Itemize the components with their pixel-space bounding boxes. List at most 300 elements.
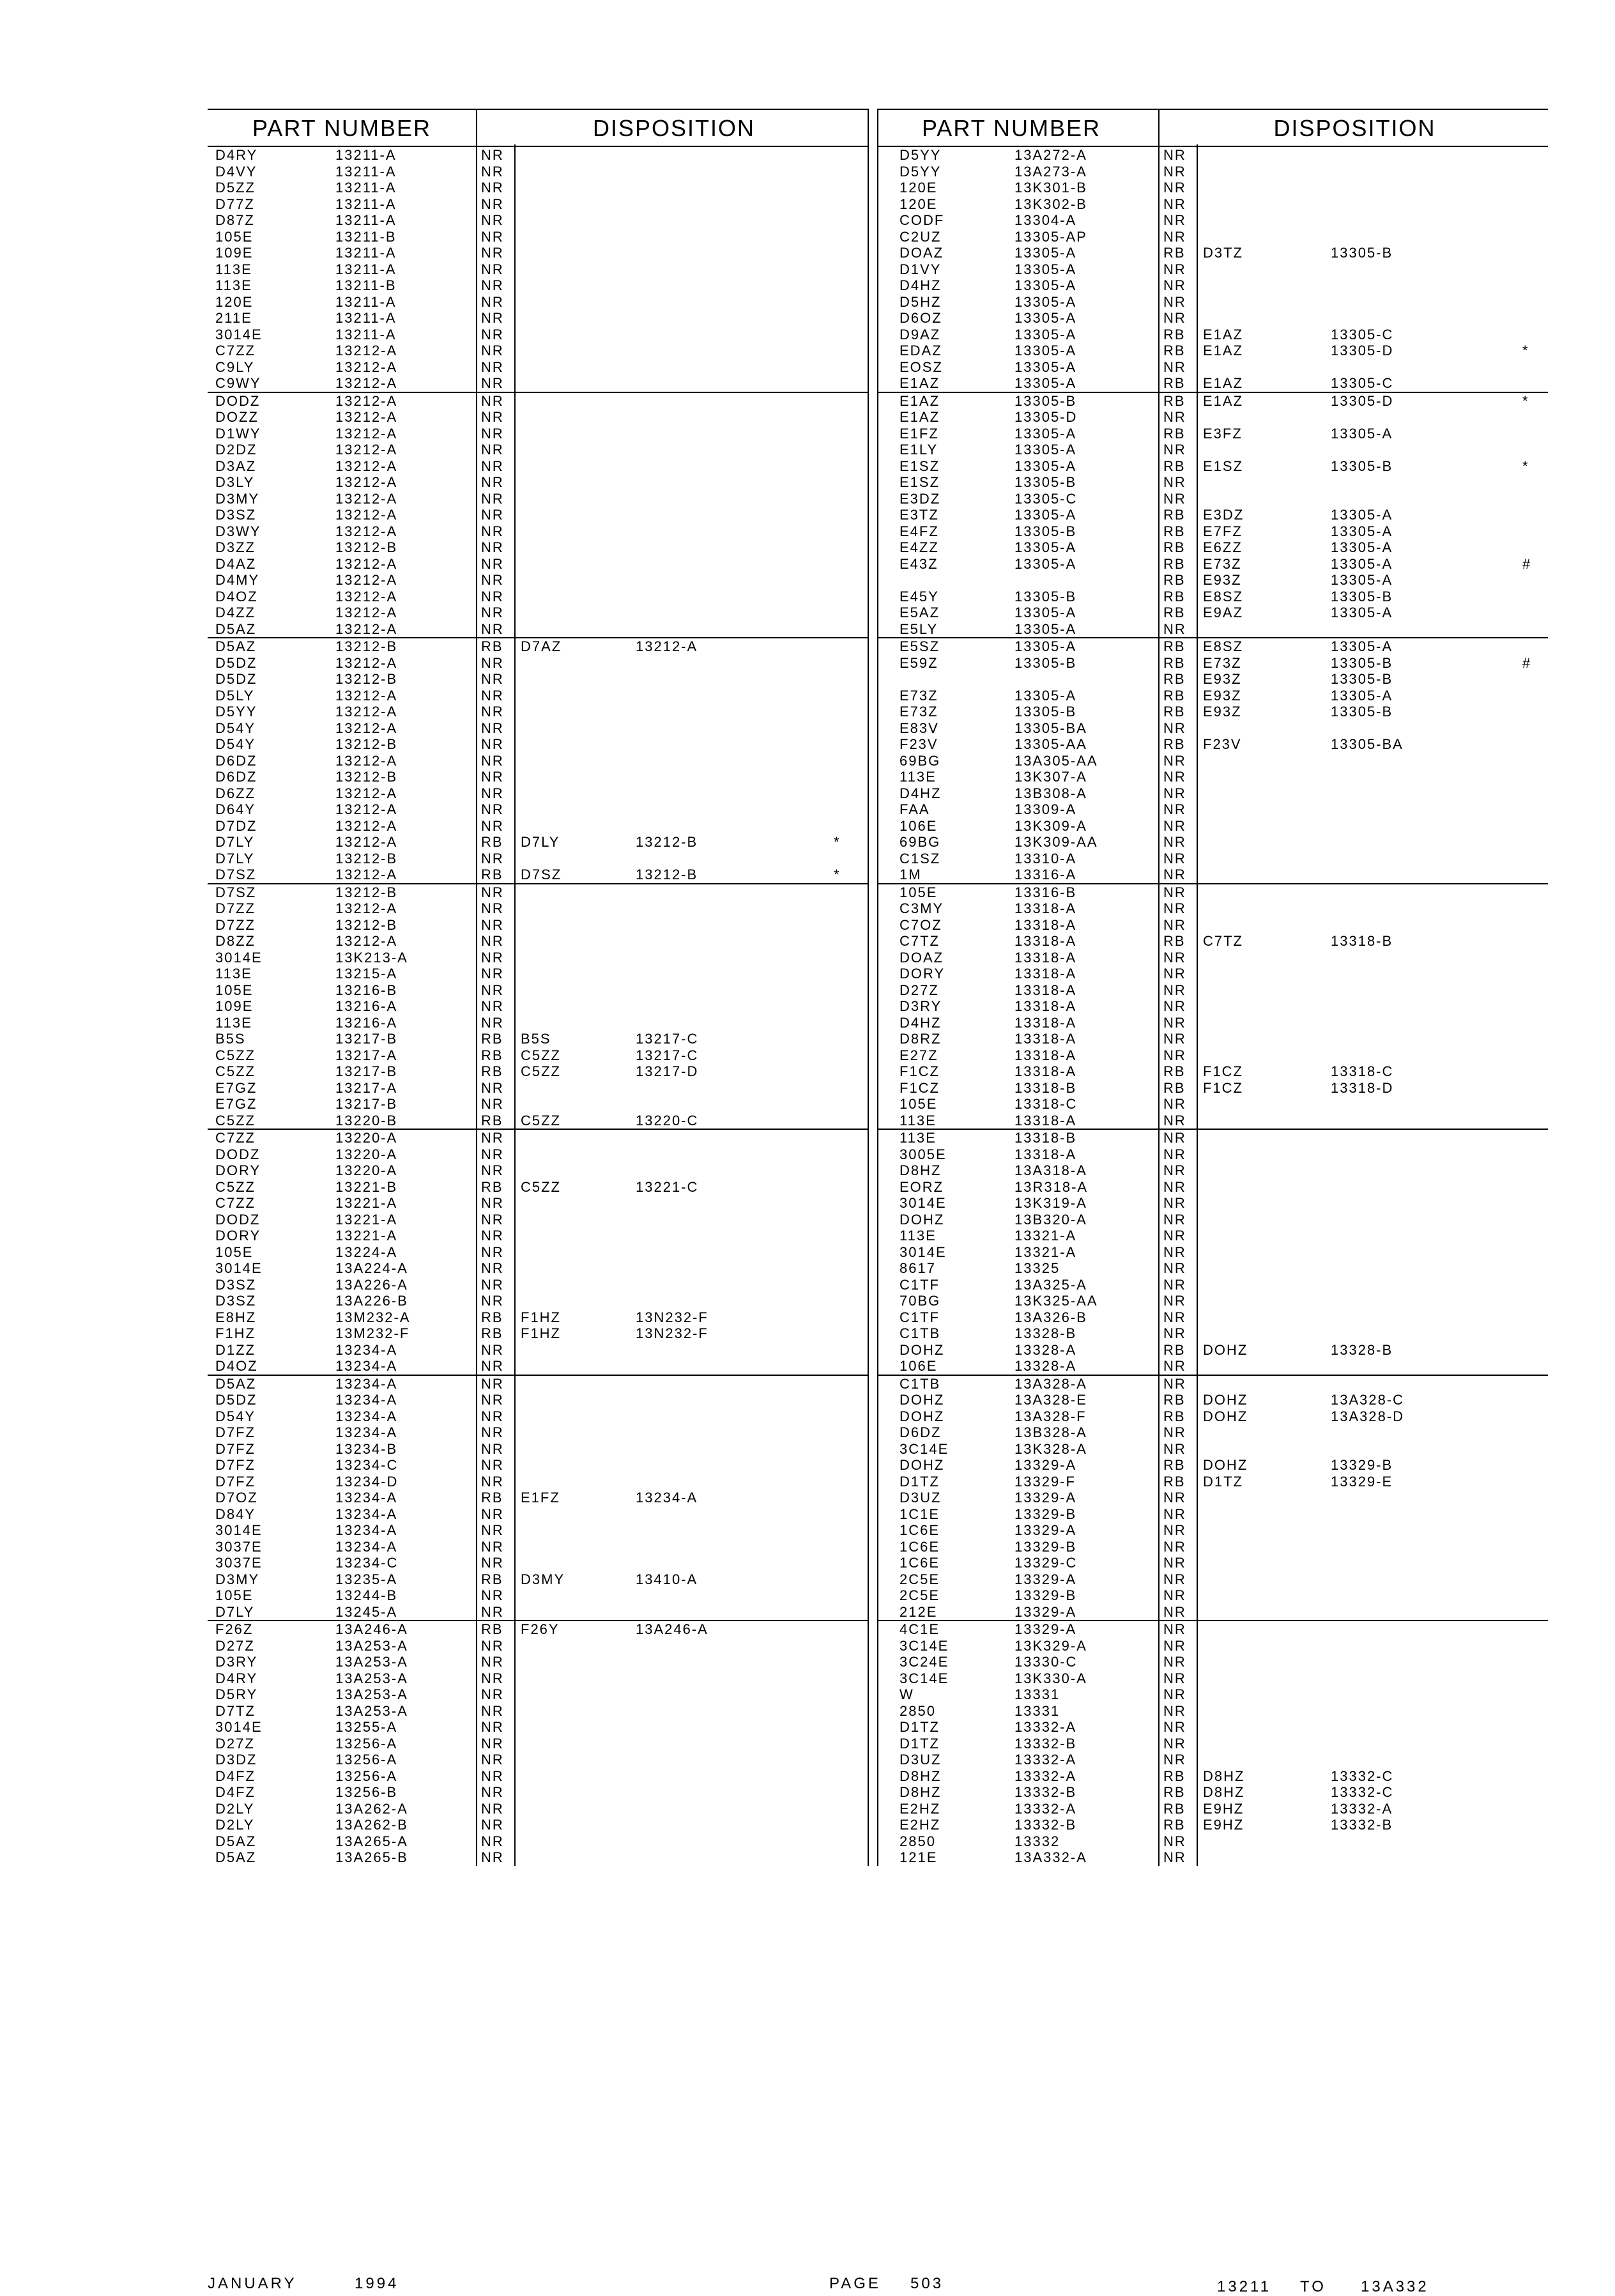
vehicle-code: D27Z	[215, 1735, 255, 1752]
vehicle-code: D7ZZ	[215, 916, 256, 933]
status-code: NR	[1163, 310, 1186, 326]
status-code: RB	[1163, 1408, 1186, 1424]
status-code: NR	[481, 1849, 504, 1865]
part-number: 13318-A	[1014, 1031, 1077, 1047]
replacement-part: 13305-B	[1331, 654, 1393, 671]
status-code: NR	[1163, 180, 1186, 196]
vehicle-code: 109E	[215, 998, 254, 1014]
status-code: NR	[1163, 490, 1186, 507]
footer-range-to: TO	[1300, 2278, 1326, 2295]
part-number: 13212-A	[335, 704, 398, 720]
table-row	[208, 605, 869, 621]
status-code: NR	[1163, 1603, 1186, 1620]
table-row	[208, 1801, 869, 1817]
status-code: NR	[1163, 769, 1186, 785]
replacement-part: 13N232-F	[636, 1309, 708, 1325]
table-row	[877, 393, 1548, 410]
vehicle-code: 3C14E	[899, 1670, 949, 1686]
vehicle-code: B5S	[215, 1031, 246, 1047]
part-number: 13217-B	[335, 1096, 398, 1112]
part-number: 13318-B	[1014, 1079, 1077, 1096]
part-number: 13305-A	[1014, 293, 1077, 310]
status-code: NR	[1163, 358, 1186, 375]
vehicle-code: C7ZZ	[215, 343, 256, 358]
status-code: NR	[481, 490, 504, 507]
replacement-code: F26Y	[521, 1621, 560, 1637]
note-mark: *	[834, 867, 841, 882]
status-code: NR	[481, 1146, 504, 1162]
table-row	[208, 1113, 869, 1130]
replacement-code: D8HZ	[1203, 1768, 1245, 1784]
replacement-code: E3DZ	[1203, 507, 1244, 523]
status-code: NR	[481, 850, 504, 867]
part-number: 13305-A	[1014, 326, 1077, 343]
replacement-code: F1HZ	[521, 1325, 561, 1341]
status-code: NR	[481, 523, 504, 539]
table-row	[877, 1686, 1548, 1703]
vehicle-code: E7GZ	[215, 1079, 257, 1096]
part-number: 13305-A	[1014, 507, 1077, 523]
vehicle-code: D1VY	[899, 261, 942, 277]
table-row	[208, 393, 869, 410]
part-number: 13212-A	[335, 867, 398, 882]
vehicle-code: E8HZ	[215, 1309, 257, 1325]
part-number: 13329-A	[1014, 1457, 1077, 1473]
table-row	[208, 1474, 869, 1490]
part-number: 13212-A	[335, 358, 398, 375]
status-code: RB	[1163, 687, 1186, 704]
replacement-part: 13305-A	[1331, 605, 1393, 620]
status-code: NR	[481, 1686, 504, 1702]
vehicle-code: 3C24E	[899, 1654, 949, 1670]
vehicle-code: 69BG	[899, 752, 941, 769]
table-row	[877, 1817, 1548, 1833]
replacement-code: D7AZ	[521, 638, 562, 654]
status-code: NR	[481, 409, 504, 425]
vehicle-code: C9WY	[215, 375, 261, 391]
status-code: RB	[1163, 1473, 1186, 1490]
part-number: 13A326-B	[1014, 1309, 1087, 1325]
part-number: 13329-F	[1014, 1473, 1076, 1490]
part-number: 13216-A	[335, 998, 398, 1014]
table-row	[877, 1555, 1548, 1571]
status-code: NR	[481, 1735, 504, 1752]
part-number: 13310-A	[1014, 850, 1077, 867]
note-mark: #	[1522, 654, 1532, 671]
status-code: NR	[481, 654, 504, 671]
vehicle-code: DORY	[215, 1228, 261, 1244]
replacement-code: D3TZ	[1203, 245, 1243, 261]
vehicle-code: 2C5E	[899, 1587, 940, 1603]
part-number: 13305-D	[1014, 409, 1078, 425]
status-code: NR	[1163, 1260, 1186, 1276]
vehicle-code: E3TZ	[899, 507, 939, 523]
vehicle-code: E1SZ	[899, 458, 940, 474]
status-code: NR	[1163, 966, 1186, 982]
vehicle-code: FAA	[899, 801, 930, 817]
table-row	[877, 1539, 1548, 1555]
status-code: RB	[481, 1063, 503, 1079]
table-row	[208, 572, 869, 589]
table-row	[208, 1686, 869, 1703]
table-row	[877, 359, 1548, 376]
vehicle-code: D7LY	[215, 1603, 255, 1620]
status-code: RB	[481, 1309, 503, 1325]
table-row	[877, 1392, 1548, 1408]
vehicle-code: D8HZ	[899, 1768, 942, 1784]
note-mark: #	[1522, 555, 1532, 572]
replacement-part: 13A246-A	[636, 1621, 708, 1637]
part-number: 13K301-B	[1014, 180, 1087, 196]
vehicle-code: D7LY	[215, 850, 255, 867]
part-number: 13305-AA	[1014, 736, 1087, 752]
part-number: 13A332-A	[1014, 1849, 1087, 1865]
status-code: NR	[1163, 850, 1186, 867]
table-row	[877, 1130, 1548, 1146]
part-number: 13332-A	[1014, 1719, 1077, 1735]
part-number: 13328-B	[1014, 1325, 1077, 1341]
status-code: NR	[1163, 1490, 1186, 1506]
table-row	[208, 1031, 869, 1047]
part-number: 13212-A	[335, 785, 398, 801]
replacement-part: 13A328-C	[1331, 1392, 1405, 1408]
vehicle-code: D4FZ	[215, 1768, 256, 1784]
vehicle-code: 2850	[899, 1833, 936, 1849]
vehicle-code: 3014E	[215, 326, 263, 343]
table-row	[877, 1703, 1548, 1720]
part-number: 13211-A	[335, 326, 397, 343]
replacement-code: E9HZ	[1203, 1817, 1244, 1833]
replacement-part: 13305-A	[1331, 638, 1393, 654]
part-number: 13212-A	[335, 572, 398, 588]
left-column-divider	[476, 109, 477, 1866]
table-row	[877, 212, 1548, 229]
vehicle-code: 113E	[899, 1228, 937, 1244]
vehicle-code: 121E	[899, 1849, 938, 1865]
status-code: NR	[481, 343, 504, 358]
vehicle-code: F1CZ	[899, 1079, 940, 1096]
vehicle-code: 113E	[215, 261, 252, 277]
vehicle-code: D1ZZ	[215, 1341, 256, 1358]
part-number: 13R318-A	[1014, 1178, 1089, 1195]
status-code: NR	[1163, 409, 1186, 425]
part-number: 13305-A	[1014, 638, 1077, 654]
status-code: NR	[481, 785, 504, 801]
vehicle-code: D5ZZ	[215, 180, 256, 196]
vehicle-code: 106E	[899, 817, 938, 834]
part-number: 13318-A	[1014, 1146, 1077, 1162]
vehicle-code: 120E	[899, 180, 938, 196]
table-row	[877, 1752, 1548, 1768]
part-number: 13211-B	[335, 277, 397, 293]
status-code: NR	[481, 1375, 504, 1392]
status-code: RB	[481, 834, 503, 850]
part-number: 13A305-AA	[1014, 752, 1098, 769]
status-code: NR	[1163, 1654, 1186, 1670]
part-number: 13211-A	[335, 261, 397, 277]
status-code: NR	[481, 1587, 504, 1603]
table-row	[877, 1031, 1548, 1047]
vehicle-code: D4HZ	[899, 277, 942, 293]
vehicle-code: C1TF	[899, 1276, 940, 1293]
replacement-part: 13332-C	[1331, 1768, 1394, 1784]
status-code: RB	[481, 1047, 503, 1063]
part-number: 13220-A	[335, 1130, 398, 1146]
vehicle-code: 3014E	[899, 1195, 947, 1211]
status-code: NR	[481, 375, 504, 391]
part-number: 13211-A	[335, 196, 397, 212]
part-number: 13305-B	[1014, 523, 1077, 539]
part-number: 13318-A	[1014, 982, 1077, 998]
replacement-part: 13305-A	[1331, 539, 1393, 555]
table-row	[877, 1587, 1548, 1604]
vehicle-code: E59Z	[899, 654, 938, 671]
part-number: 13212-B	[335, 916, 398, 933]
part-number: 13329-B	[1014, 1538, 1077, 1555]
status-code: NR	[1163, 1702, 1186, 1719]
part-number: 13212-A	[335, 834, 398, 850]
replacement-code: C5ZZ	[521, 1047, 561, 1063]
table-row	[208, 458, 869, 475]
vehicle-code: D3UZ	[899, 1490, 942, 1506]
table-row	[208, 900, 869, 917]
table-row	[208, 1015, 869, 1031]
part-number: 13212-A	[335, 425, 398, 442]
replacement-code: E3FZ	[1203, 425, 1243, 442]
part-number: 13A262-B	[335, 1817, 408, 1833]
replacement-code: B5S	[521, 1031, 551, 1047]
table-row	[208, 818, 869, 835]
table-row	[877, 1260, 1548, 1277]
replacement-code: D8HZ	[1203, 1784, 1245, 1800]
table-row	[877, 1063, 1548, 1080]
vehicle-code: D3RY	[899, 998, 942, 1014]
status-code: NR	[1163, 1538, 1186, 1555]
vehicle-code: 212E	[899, 1603, 938, 1620]
vehicle-code: D5YY	[899, 147, 942, 163]
part-number: 13212-B	[335, 539, 398, 555]
replacement-part: 13305-D	[1331, 343, 1394, 358]
status-code: NR	[481, 1702, 504, 1719]
replacement-code: F23V	[1203, 736, 1242, 752]
part-number: 13328-A	[1014, 1341, 1077, 1358]
table-row	[877, 1768, 1548, 1785]
status-code: NR	[1163, 752, 1186, 769]
table-row	[208, 1063, 869, 1080]
part-number: 13305-AP	[1014, 228, 1087, 245]
part-number: 13305-B	[1014, 588, 1077, 605]
status-code: NR	[481, 1424, 504, 1440]
table-row	[877, 277, 1548, 294]
table-row	[877, 867, 1548, 884]
vehicle-code: D5DZ	[215, 654, 257, 671]
vehicle-code: 3014E	[215, 1719, 263, 1735]
vehicle-code: E3DZ	[899, 490, 941, 507]
vehicle-code: DODZ	[215, 1146, 261, 1162]
left-table-body	[208, 147, 869, 1866]
vehicle-code: D4FZ	[215, 1784, 256, 1800]
replacement-part: 13305-BA	[1331, 736, 1404, 752]
status-code: RB	[1163, 343, 1186, 358]
status-code: NR	[1163, 228, 1186, 245]
part-number: 13305-A	[1014, 555, 1077, 572]
table-row	[877, 261, 1548, 278]
vehicle-code: D4RY	[215, 147, 258, 163]
table-row	[208, 1736, 869, 1752]
vehicle-code: 105E	[899, 1096, 938, 1112]
vehicle-code: D2DZ	[215, 442, 257, 458]
status-code: RB	[481, 1325, 503, 1341]
part-number: 13234-C	[335, 1555, 399, 1571]
vehicle-code: D5DZ	[215, 671, 257, 687]
status-code: NR	[1163, 196, 1186, 212]
replacement-part: 13305-C	[1331, 326, 1394, 343]
vehicle-code: DORY	[899, 966, 945, 982]
status-code: NR	[481, 1130, 504, 1146]
vehicle-code: 70BG	[899, 1293, 941, 1309]
vehicle-code: D1TZ	[899, 1735, 940, 1752]
table-row	[877, 1621, 1548, 1638]
left-panel-right-border	[868, 109, 869, 1866]
replacement-code: E1SZ	[1203, 458, 1244, 474]
vehicle-code: W	[899, 1686, 914, 1702]
table-row	[208, 1490, 869, 1506]
vehicle-code: D6DZ	[899, 1424, 942, 1440]
part-number: 13329-B	[1014, 1506, 1077, 1522]
vehicle-code: 8617	[899, 1260, 936, 1276]
part-number: 13234-D	[335, 1473, 399, 1490]
table-row	[208, 277, 869, 294]
vehicle-code: D8ZZ	[215, 933, 256, 949]
part-number: 13332-A	[1014, 1768, 1077, 1784]
part-number: 13212-B	[335, 769, 398, 785]
part-number: 13221-A	[335, 1211, 398, 1228]
vehicle-code: D7ZZ	[215, 900, 256, 916]
part-number: 13221-B	[335, 1178, 398, 1195]
vehicle-code: 3014E	[215, 1260, 263, 1276]
part-number: 13212-A	[335, 458, 398, 474]
table-row	[208, 982, 869, 999]
table-row	[877, 1490, 1548, 1506]
table-row	[877, 147, 1548, 164]
table-row	[877, 1408, 1548, 1425]
vehicle-code: D3SZ	[215, 507, 257, 523]
status-code: NR	[481, 1538, 504, 1555]
table-row	[877, 982, 1548, 999]
part-number: 13A273-A	[1014, 163, 1087, 180]
status-code: NR	[481, 933, 504, 949]
part-number: 13K319-A	[1014, 1195, 1087, 1211]
vehicle-code: D9AZ	[899, 326, 941, 343]
vehicle-code: D87Z	[215, 212, 255, 228]
status-code: RB	[1163, 1079, 1186, 1096]
part-number: 13217-A	[335, 1047, 398, 1063]
status-code: NR	[1163, 1506, 1186, 1522]
vehicle-code: D1TZ	[899, 1473, 940, 1490]
right-code-divider	[1197, 144, 1198, 1866]
vehicle-code: D54Y	[215, 720, 256, 736]
vehicle-code: D4HZ	[899, 785, 942, 801]
status-code: NR	[1163, 1358, 1186, 1374]
table-row	[208, 851, 869, 867]
status-code: NR	[481, 1670, 504, 1686]
table-row	[877, 785, 1548, 802]
part-number: 13234-A	[335, 1538, 398, 1555]
part-number: 13305-A	[1014, 343, 1077, 358]
part-number: 13211-A	[335, 310, 397, 326]
table-row	[208, 507, 869, 523]
vehicle-code: E1LY	[899, 442, 938, 458]
part-number: 13318-A	[1014, 1047, 1077, 1063]
part-number: 13244-B	[335, 1587, 398, 1603]
table-row	[877, 409, 1548, 426]
table-row	[208, 1768, 869, 1785]
status-code: NR	[1163, 1309, 1186, 1325]
replacement-code: E1FZ	[521, 1490, 560, 1506]
part-number: 13305-A	[1014, 605, 1077, 620]
status-code: NR	[481, 1555, 504, 1571]
table-row	[877, 180, 1548, 196]
status-code: NR	[481, 1358, 504, 1374]
replacement-code: E93Z	[1203, 671, 1242, 687]
part-number: 13318-A	[1014, 966, 1077, 982]
vehicle-code: 120E	[899, 196, 938, 212]
part-number: 13A265-B	[335, 1849, 408, 1865]
vehicle-code: E4ZZ	[899, 539, 939, 555]
part-number: 13A224-A	[335, 1260, 408, 1276]
status-code: NR	[481, 736, 504, 752]
replacement-part: 13305-A	[1331, 687, 1393, 704]
part-number: 13220-A	[335, 1146, 398, 1162]
replacement-code: F1CZ	[1203, 1063, 1243, 1079]
replacement-part: 13332-C	[1331, 1784, 1394, 1800]
vehicle-code: C5ZZ	[215, 1112, 256, 1129]
status-code: NR	[1163, 949, 1186, 966]
part-number: 13212-B	[335, 638, 398, 654]
vehicle-code: D54Y	[215, 736, 256, 752]
status-code: NR	[481, 147, 504, 163]
status-code: NR	[1163, 1031, 1186, 1047]
status-code: NR	[1163, 1571, 1186, 1587]
part-number: 13305-A	[1014, 620, 1077, 637]
status-code: NR	[1163, 277, 1186, 293]
vehicle-code: F1CZ	[899, 1063, 940, 1079]
vehicle-code: C5ZZ	[215, 1178, 256, 1195]
vehicle-code: 106E	[899, 1358, 938, 1374]
table-row	[208, 834, 869, 851]
replacement-code: E73Z	[1203, 654, 1242, 671]
status-code: RB	[1163, 425, 1186, 442]
replacement-code: DOHZ	[1203, 1408, 1248, 1424]
vehicle-code: D3UZ	[899, 1752, 942, 1768]
status-code: RB	[1163, 605, 1186, 620]
part-number: 13329-A	[1014, 1621, 1077, 1637]
status-code: NR	[481, 1784, 504, 1800]
table-row	[877, 884, 1548, 901]
status-code: RB	[1163, 1063, 1186, 1079]
vehicle-code: D8HZ	[899, 1784, 942, 1800]
table-row	[208, 1424, 869, 1441]
replacement-code: DOHZ	[1203, 1457, 1248, 1473]
part-number: 13256-A	[335, 1752, 398, 1768]
status-code: NR	[481, 1719, 504, 1735]
footer-page-label: PAGE	[829, 2275, 881, 2292]
table-row	[208, 426, 869, 442]
part-number: 13221-A	[335, 1228, 398, 1244]
status-code: NR	[1163, 720, 1186, 736]
status-code: RB	[1163, 1784, 1186, 1800]
table-row	[208, 1604, 869, 1622]
